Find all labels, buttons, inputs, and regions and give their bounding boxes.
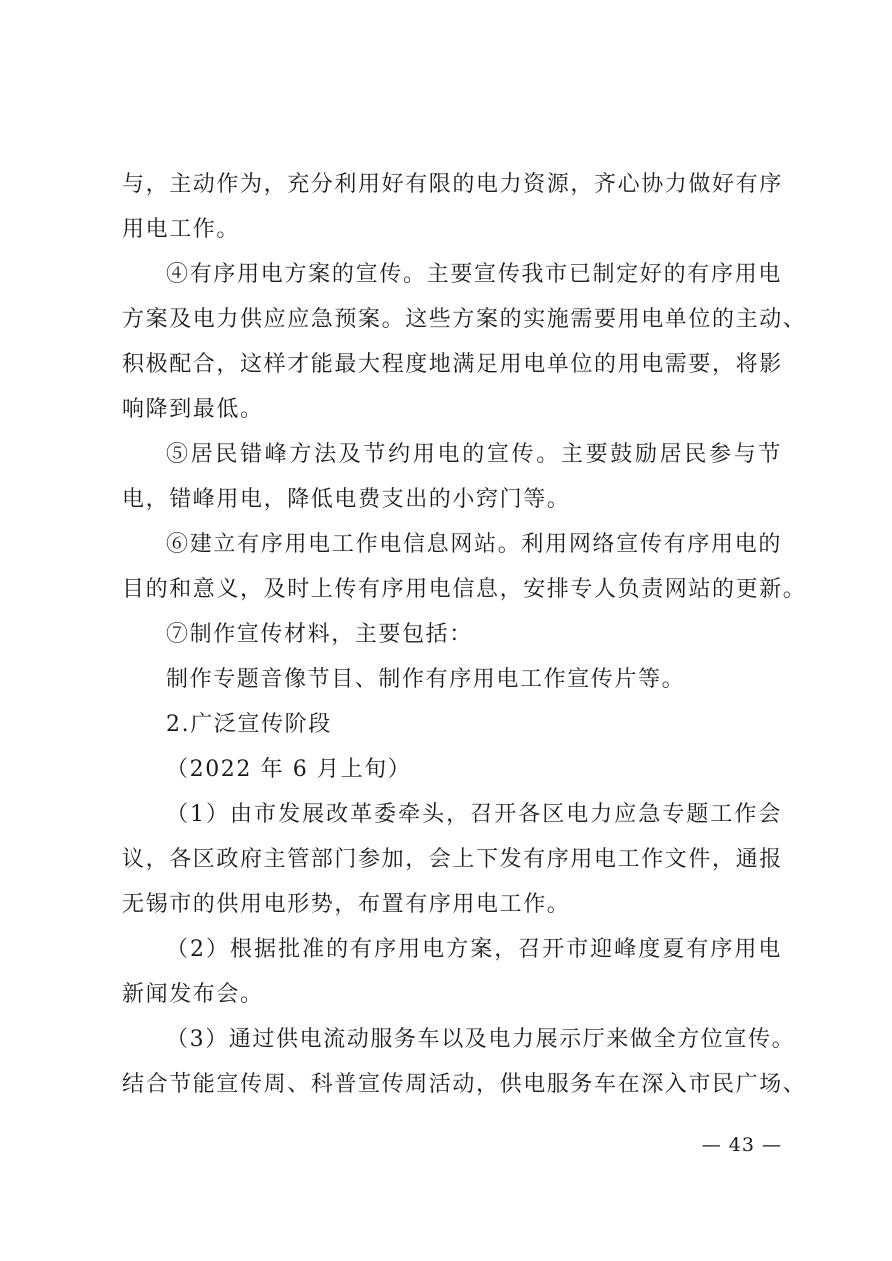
text-line: 无锡市的供用电形势，布置有序用电工作。: [122, 892, 571, 917]
text-line: 目的和意义，及时上传有序用电信息，安排专人负责网站的更新。: [122, 577, 807, 602]
text-line: ⑤居民错峰方法及节约用电的宣传。主要鼓励居民参与节: [166, 442, 782, 467]
text-line: （3）通过供电流动服务车以及电力展示厅来做全方位宣传。: [166, 1027, 796, 1052]
text-line: 制作专题音像节目、制作有序用电工作宣传片等。: [166, 667, 686, 692]
text-line: 方案及电力供应应急预案。这些方案的实施需要用电单位的主动、: [122, 307, 807, 332]
text-line: 结合节能宣传周、科普宣传周活动，供电服务车在深入市民广场、: [122, 1072, 807, 1097]
text-line: 与，主动作为，充分利用好有限的电力资源，齐心协力做好有序: [122, 172, 783, 197]
section-date: （2022 年 6 月上旬）: [166, 757, 412, 782]
text-line: （2）根据批准的有序用电方案，召开市迎峰度夏有序用电: [166, 937, 782, 962]
text-line: 新闻发布会。: [122, 982, 264, 1007]
text-line: 用电工作。: [122, 217, 241, 242]
text-line: 积极配合，这样才能最大程度地满足用电单位的用电需要，将影: [122, 352, 783, 377]
section-heading: 2.广泛宣传阶段: [166, 712, 332, 737]
page-number: — 43 —: [701, 1134, 782, 1156]
text-line: 议，各区政府主管部门参加，会上下发有序用电工作文件，通报: [122, 847, 783, 872]
text-line: 响降到最低。: [122, 397, 264, 422]
text-line: （1）由市发展改革委牵头，召开各区电力应急专题工作会: [166, 802, 782, 827]
text-line: ⑥建立有序用电工作电信息网站。利用网络宣传有序用电的: [166, 532, 782, 557]
text-line: 电，错峰用电，降低电费支出的小窍门等。: [122, 487, 571, 512]
text-line: ④有序用电方案的宣传。主要宣传我市已制定好的有序用电: [166, 262, 782, 287]
text-line: ⑦制作宣传材料，主要包括：: [166, 622, 473, 647]
